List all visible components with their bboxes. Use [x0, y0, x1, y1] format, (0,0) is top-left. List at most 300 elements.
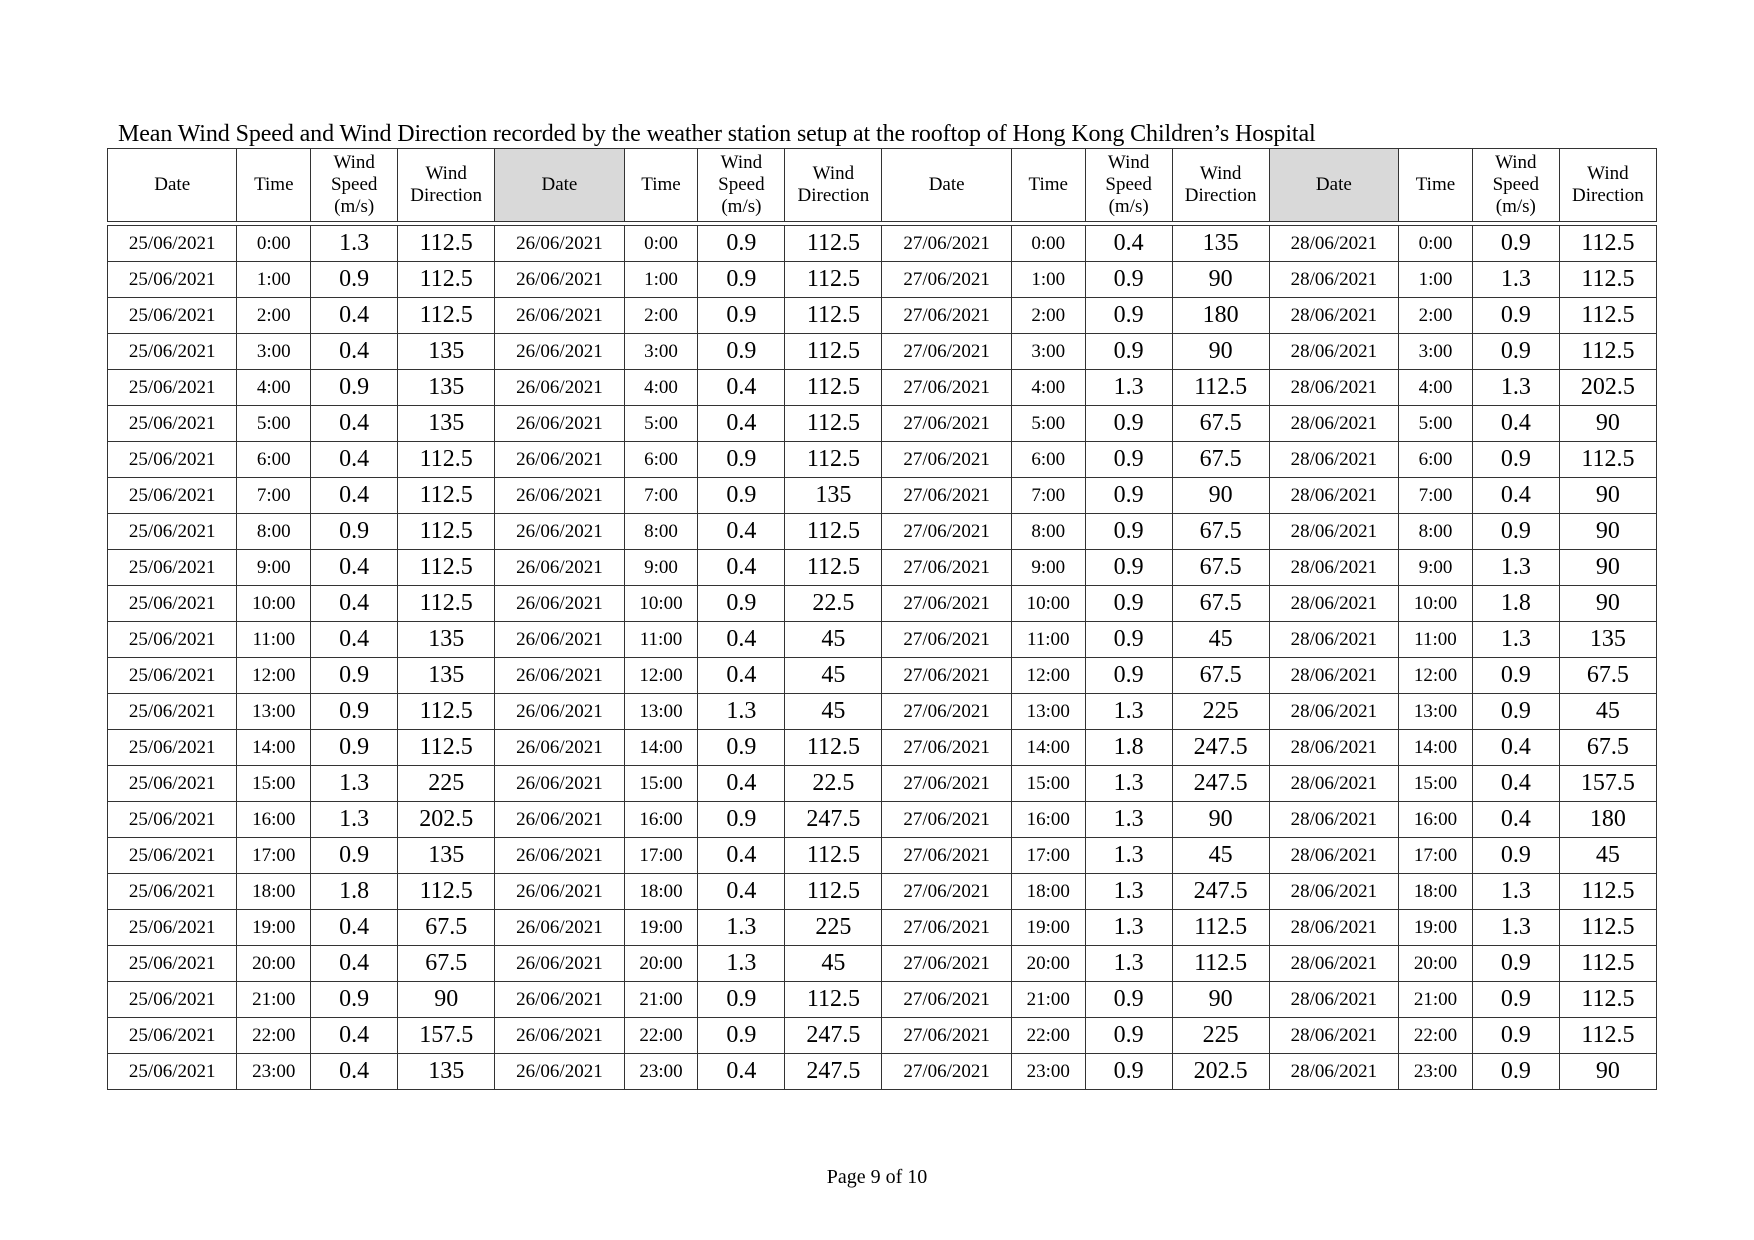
date-cell: 25/06/2021 — [108, 334, 237, 370]
table-body — [108, 222, 1657, 1090]
wind-direction-cell: 112.5 — [785, 550, 882, 586]
wind-direction-cell: 112.5 — [398, 514, 495, 550]
time-cell: 22:00 — [1399, 1018, 1473, 1054]
date-cell: 26/06/2021 — [495, 874, 624, 910]
wind-speed-cell: 0.9 — [311, 838, 398, 874]
header-time: Time — [1399, 149, 1473, 222]
time-cell: 2:00 — [1399, 298, 1473, 334]
wind-speed-cell: 0.9 — [698, 802, 785, 838]
time-cell: 5:00 — [624, 406, 698, 442]
wind-speed-cell: 1.8 — [311, 874, 398, 910]
date-cell: 26/06/2021 — [495, 406, 624, 442]
wind-direction-cell: 67.5 — [1172, 442, 1269, 478]
time-cell: 10:00 — [237, 586, 311, 622]
date-cell: 27/06/2021 — [882, 334, 1011, 370]
wind-direction-cell: 67.5 — [1559, 658, 1656, 694]
wind-speed-cell: 0.9 — [1472, 1018, 1559, 1054]
table-row — [108, 226, 1657, 262]
date-cell: 27/06/2021 — [882, 730, 1011, 766]
table-row — [108, 478, 1657, 514]
wind-speed-cell: 1.3 — [1472, 910, 1559, 946]
time-cell: 8:00 — [624, 514, 698, 550]
date-cell: 25/06/2021 — [108, 802, 237, 838]
wind-speed-cell: 0.4 — [1472, 802, 1559, 838]
header-wind-speed-line: Wind — [720, 152, 763, 173]
date-cell: 25/06/2021 — [108, 622, 237, 658]
header-wind-speed — [311, 149, 398, 222]
time-cell: 17:00 — [237, 838, 311, 874]
wind-speed-cell: 0.9 — [698, 982, 785, 1018]
wind-direction-cell: 112.5 — [398, 442, 495, 478]
table-row — [108, 550, 1657, 586]
wind-speed-cell: 0.9 — [1472, 946, 1559, 982]
wind-speed-cell: 0.9 — [698, 262, 785, 298]
header-time: Time — [1011, 149, 1085, 222]
date-cell: 27/06/2021 — [882, 622, 1011, 658]
header-wind-direction — [1559, 149, 1656, 222]
wind-speed-cell: 0.9 — [1085, 658, 1172, 694]
date-cell: 28/06/2021 — [1269, 694, 1398, 730]
header-wind-direction-line: Direction — [410, 185, 483, 206]
date-cell: 27/06/2021 — [882, 802, 1011, 838]
wind-speed-cell: 0.9 — [311, 658, 398, 694]
wind-direction-cell: 112.5 — [398, 298, 495, 334]
time-cell: 13:00 — [624, 694, 698, 730]
wind-direction-cell: 22.5 — [785, 586, 882, 622]
date-cell: 27/06/2021 — [882, 658, 1011, 694]
time-cell: 8:00 — [237, 514, 311, 550]
time-cell: 6:00 — [1011, 442, 1085, 478]
wind-speed-cell: 0.9 — [311, 514, 398, 550]
time-cell: 3:00 — [1011, 334, 1085, 370]
wind-direction-cell: 112.5 — [1172, 910, 1269, 946]
time-cell: 3:00 — [237, 334, 311, 370]
wind-speed-cell: 0.4 — [698, 874, 785, 910]
date-cell: 26/06/2021 — [495, 370, 624, 406]
wind-speed-cell: 0.9 — [311, 730, 398, 766]
wind-speed-cell: 1.3 — [1472, 550, 1559, 586]
wind-direction-cell: 67.5 — [1559, 730, 1656, 766]
time-cell: 18:00 — [1011, 874, 1085, 910]
wind-speed-cell: 0.9 — [311, 982, 398, 1018]
date-cell: 25/06/2021 — [108, 442, 237, 478]
date-cell: 25/06/2021 — [108, 370, 237, 406]
time-cell: 10:00 — [1011, 586, 1085, 622]
date-cell: 28/06/2021 — [1269, 478, 1398, 514]
wind-speed-cell: 1.3 — [1085, 910, 1172, 946]
header-time: Time — [237, 149, 311, 222]
wind-speed-cell: 0.4 — [1472, 730, 1559, 766]
time-cell: 20:00 — [1399, 946, 1473, 982]
time-cell: 18:00 — [624, 874, 698, 910]
time-cell: 15:00 — [237, 766, 311, 802]
header-wind-speed — [1085, 149, 1172, 222]
wind-speed-cell: 1.3 — [1472, 622, 1559, 658]
date-cell: 27/06/2021 — [882, 298, 1011, 334]
wind-direction-cell: 135 — [398, 334, 495, 370]
date-cell: 28/06/2021 — [1269, 370, 1398, 406]
wind-speed-cell: 1.3 — [1085, 838, 1172, 874]
wind-speed-cell: 0.4 — [311, 910, 398, 946]
header-wind-speed-line: Speed — [1105, 174, 1152, 195]
date-cell: 26/06/2021 — [495, 514, 624, 550]
wind-speed-cell: 0.9 — [1472, 442, 1559, 478]
date-cell: 28/06/2021 — [1269, 766, 1398, 802]
date-cell: 25/06/2021 — [108, 766, 237, 802]
wind-speed-cell: 0.4 — [1472, 406, 1559, 442]
wind-direction-cell: 90 — [1559, 1054, 1656, 1090]
time-cell: 4:00 — [237, 370, 311, 406]
wind-direction-cell: 135 — [1559, 622, 1656, 658]
wind-speed-cell: 1.3 — [698, 910, 785, 946]
table-row — [108, 298, 1657, 334]
wind-direction-cell: 112.5 — [785, 370, 882, 406]
date-cell: 27/06/2021 — [882, 406, 1011, 442]
header-wind-speed-line: Wind — [333, 152, 375, 173]
date-cell: 28/06/2021 — [1269, 226, 1398, 262]
date-cell: 28/06/2021 — [1269, 262, 1398, 298]
wind-direction-cell: 67.5 — [1172, 586, 1269, 622]
date-cell: 27/06/2021 — [882, 694, 1011, 730]
time-cell: 18:00 — [237, 874, 311, 910]
time-cell: 6:00 — [237, 442, 311, 478]
table-row — [108, 1018, 1657, 1054]
wind-direction-cell: 112.5 — [1559, 982, 1656, 1018]
wind-direction-cell: 112.5 — [785, 406, 882, 442]
wind-direction-cell: 247.5 — [1172, 730, 1269, 766]
time-cell: 23:00 — [1011, 1054, 1085, 1090]
wind-speed-cell: 1.3 — [1085, 694, 1172, 730]
time-cell: 14:00 — [1011, 730, 1085, 766]
wind-speed-cell: 0.9 — [698, 298, 785, 334]
date-cell: 26/06/2021 — [495, 442, 624, 478]
header-wind-speed-line: Wind — [1107, 152, 1150, 173]
wind-direction-cell: 112.5 — [1559, 298, 1656, 334]
time-cell: 9:00 — [1011, 550, 1085, 586]
time-cell: 13:00 — [1399, 694, 1473, 730]
wind-speed-cell: 1.3 — [1472, 262, 1559, 298]
wind-speed-cell: 0.4 — [311, 1018, 398, 1054]
wind-speed-cell: 0.9 — [698, 334, 785, 370]
table-row — [108, 910, 1657, 946]
date-cell: 25/06/2021 — [108, 910, 237, 946]
wind-direction-cell: 112.5 — [1559, 874, 1656, 910]
date-cell: 25/06/2021 — [108, 1054, 237, 1090]
wind-direction-cell: 135 — [398, 622, 495, 658]
wind-direction-cell: 90 — [1559, 406, 1656, 442]
wind-speed-cell: 0.9 — [1085, 1018, 1172, 1054]
header-time: Time — [624, 149, 698, 222]
time-cell: 23:00 — [624, 1054, 698, 1090]
date-cell: 28/06/2021 — [1269, 550, 1398, 586]
date-cell: 27/06/2021 — [882, 838, 1011, 874]
table-row — [108, 262, 1657, 298]
table-row — [108, 334, 1657, 370]
time-cell: 17:00 — [1011, 838, 1085, 874]
wind-speed-cell: 1.3 — [1472, 874, 1559, 910]
time-cell: 4:00 — [624, 370, 698, 406]
date-cell: 27/06/2021 — [882, 514, 1011, 550]
table-row — [108, 946, 1657, 982]
wind-direction-cell: 22.5 — [785, 766, 882, 802]
time-cell: 10:00 — [624, 586, 698, 622]
time-cell: 8:00 — [1399, 514, 1473, 550]
wind-direction-cell: 112.5 — [1559, 910, 1656, 946]
date-cell: 28/06/2021 — [1269, 586, 1398, 622]
wind-speed-cell: 1.3 — [311, 766, 398, 802]
time-cell: 1:00 — [1399, 262, 1473, 298]
time-cell: 14:00 — [1399, 730, 1473, 766]
time-cell: 6:00 — [1399, 442, 1473, 478]
date-cell: 25/06/2021 — [108, 406, 237, 442]
time-cell: 17:00 — [624, 838, 698, 874]
wind-direction-cell: 225 — [1172, 694, 1269, 730]
date-cell: 27/06/2021 — [882, 874, 1011, 910]
wind-direction-cell: 112.5 — [785, 514, 882, 550]
wind-direction-cell: 135 — [398, 1054, 495, 1090]
wind-direction-cell: 112.5 — [785, 838, 882, 874]
date-cell: 27/06/2021 — [882, 226, 1011, 262]
wind-speed-cell: 0.9 — [311, 370, 398, 406]
date-cell: 26/06/2021 — [495, 226, 624, 262]
header-wind-speed — [698, 149, 785, 222]
date-cell: 26/06/2021 — [495, 1018, 624, 1054]
wind-direction-cell: 247.5 — [1172, 874, 1269, 910]
wind-speed-cell: 0.9 — [1085, 622, 1172, 658]
wind-speed-cell: 0.9 — [1472, 658, 1559, 694]
time-cell: 5:00 — [237, 406, 311, 442]
time-cell: 15:00 — [1399, 766, 1473, 802]
table-row — [108, 874, 1657, 910]
wind-speed-cell: 0.9 — [1472, 1054, 1559, 1090]
time-cell: 18:00 — [1399, 874, 1473, 910]
time-cell: 16:00 — [624, 802, 698, 838]
time-cell: 12:00 — [1011, 658, 1085, 694]
wind-speed-cell: 1.3 — [698, 946, 785, 982]
time-cell: 19:00 — [1011, 910, 1085, 946]
date-cell: 26/06/2021 — [495, 838, 624, 874]
wind-speed-cell: 0.9 — [1085, 334, 1172, 370]
date-cell: 25/06/2021 — [108, 658, 237, 694]
date-cell: 27/06/2021 — [882, 262, 1011, 298]
wind-direction-cell: 135 — [398, 658, 495, 694]
wind-speed-cell: 1.3 — [698, 694, 785, 730]
header-wind-speed-line: Speed — [330, 174, 378, 195]
date-cell: 28/06/2021 — [1269, 982, 1398, 1018]
header-wind-speed — [1472, 149, 1559, 222]
date-cell: 27/06/2021 — [882, 766, 1011, 802]
time-cell: 22:00 — [237, 1018, 311, 1054]
time-cell: 3:00 — [1399, 334, 1473, 370]
wind-direction-cell: 90 — [1172, 334, 1269, 370]
wind-speed-cell: 0.4 — [698, 658, 785, 694]
time-cell: 11:00 — [237, 622, 311, 658]
time-cell: 16:00 — [1399, 802, 1473, 838]
wind-speed-cell: 0.4 — [311, 334, 398, 370]
time-cell: 1:00 — [1011, 262, 1085, 298]
date-cell: 28/06/2021 — [1269, 442, 1398, 478]
wind-speed-cell: 0.9 — [1085, 514, 1172, 550]
date-cell: 26/06/2021 — [495, 550, 624, 586]
time-cell: 21:00 — [1399, 982, 1473, 1018]
wind-speed-cell: 0.9 — [698, 1018, 785, 1054]
table-row — [108, 766, 1657, 802]
wind-speed-cell: 0.4 — [698, 406, 785, 442]
wind-speed-cell: 0.9 — [311, 262, 398, 298]
table-row — [108, 802, 1657, 838]
time-cell: 15:00 — [624, 766, 698, 802]
time-cell: 11:00 — [1011, 622, 1085, 658]
wind-speed-cell: 0.4 — [698, 766, 785, 802]
header-wind-speed-line: Speed — [718, 174, 765, 195]
time-cell: 1:00 — [624, 262, 698, 298]
wind-direction-cell: 112.5 — [1559, 226, 1656, 262]
time-cell: 12:00 — [237, 658, 311, 694]
wind-direction-cell: 45 — [785, 946, 882, 982]
wind-speed-cell: 0.4 — [311, 298, 398, 334]
date-cell: 27/06/2021 — [882, 946, 1011, 982]
wind-direction-cell: 112.5 — [1559, 1018, 1656, 1054]
wind-speed-cell: 1.8 — [1472, 586, 1559, 622]
wind-speed-cell: 0.4 — [1472, 478, 1559, 514]
wind-direction-cell: 90 — [398, 982, 495, 1018]
wind-speed-cell: 0.4 — [698, 838, 785, 874]
header-wind-direction-line: Wind — [812, 163, 855, 184]
header-wind-speed-line: Wind — [1495, 152, 1537, 173]
wind-direction-cell: 45 — [1172, 622, 1269, 658]
time-cell: 0:00 — [1011, 226, 1085, 262]
table-row — [108, 622, 1657, 658]
time-cell: 11:00 — [624, 622, 698, 658]
header-wind-direction-line: Direction — [1184, 185, 1257, 206]
wind-direction-cell: 112.5 — [785, 334, 882, 370]
time-cell: 12:00 — [624, 658, 698, 694]
time-cell: 16:00 — [1011, 802, 1085, 838]
table-row — [108, 658, 1657, 694]
time-cell: 2:00 — [237, 298, 311, 334]
wind-direction-cell: 112.5 — [785, 982, 882, 1018]
date-cell: 27/06/2021 — [882, 478, 1011, 514]
wind-speed-cell: 0.4 — [311, 622, 398, 658]
time-cell: 19:00 — [1399, 910, 1473, 946]
wind-speed-cell: 0.4 — [698, 550, 785, 586]
wind-direction-cell: 90 — [1559, 550, 1656, 586]
date-cell: 26/06/2021 — [495, 694, 624, 730]
wind-direction-cell: 67.5 — [1172, 514, 1269, 550]
wind-direction-cell: 67.5 — [1172, 406, 1269, 442]
wind-direction-cell: 112.5 — [785, 298, 882, 334]
wind-direction-cell: 180 — [1172, 298, 1269, 334]
date-cell: 28/06/2021 — [1269, 1054, 1398, 1090]
date-cell: 27/06/2021 — [882, 982, 1011, 1018]
wind-speed-cell: 1.3 — [1085, 766, 1172, 802]
date-cell: 27/06/2021 — [882, 370, 1011, 406]
time-cell: 2:00 — [1011, 298, 1085, 334]
time-cell: 7:00 — [1011, 478, 1085, 514]
wind-speed-cell: 0.9 — [1085, 442, 1172, 478]
wind-speed-cell: 0.4 — [698, 1054, 785, 1090]
wind-speed-cell: 0.9 — [1085, 550, 1172, 586]
wind-data-table — [107, 148, 1657, 1090]
header-wind-speed-line: (m/s) — [334, 196, 375, 217]
header-date: Date — [882, 149, 1011, 222]
time-cell: 7:00 — [237, 478, 311, 514]
wind-direction-cell: 202.5 — [1559, 370, 1656, 406]
time-cell: 4:00 — [1011, 370, 1085, 406]
date-cell: 28/06/2021 — [1269, 514, 1398, 550]
wind-direction-cell: 112.5 — [785, 730, 882, 766]
wind-speed-cell: 0.9 — [698, 226, 785, 262]
wind-direction-cell: 112.5 — [1172, 370, 1269, 406]
time-cell: 21:00 — [1011, 982, 1085, 1018]
date-cell: 28/06/2021 — [1269, 622, 1398, 658]
wind-speed-cell: 1.3 — [1085, 946, 1172, 982]
time-cell: 22:00 — [1011, 1018, 1085, 1054]
time-cell: 0:00 — [1399, 226, 1473, 262]
table-row — [108, 838, 1657, 874]
wind-direction-cell: 112.5 — [398, 730, 495, 766]
date-cell: 28/06/2021 — [1269, 406, 1398, 442]
wind-direction-cell: 45 — [1559, 694, 1656, 730]
date-cell: 28/06/2021 — [1269, 802, 1398, 838]
date-cell: 25/06/2021 — [108, 550, 237, 586]
time-cell: 20:00 — [624, 946, 698, 982]
time-cell: 19:00 — [237, 910, 311, 946]
table-row — [108, 694, 1657, 730]
header-wind-direction — [1172, 149, 1269, 222]
date-cell: 27/06/2021 — [882, 550, 1011, 586]
date-cell: 25/06/2021 — [108, 298, 237, 334]
wind-direction-cell: 45 — [785, 658, 882, 694]
time-cell: 21:00 — [237, 982, 311, 1018]
time-cell: 16:00 — [237, 802, 311, 838]
table-row — [108, 982, 1657, 1018]
wind-speed-cell: 0.4 — [698, 370, 785, 406]
table-row — [108, 514, 1657, 550]
wind-direction-cell: 112.5 — [398, 478, 495, 514]
time-cell: 1:00 — [237, 262, 311, 298]
wind-direction-cell: 247.5 — [785, 802, 882, 838]
wind-direction-cell: 135 — [398, 370, 495, 406]
table-row — [108, 730, 1657, 766]
wind-speed-cell: 0.9 — [1085, 406, 1172, 442]
time-cell: 17:00 — [1399, 838, 1473, 874]
wind-direction-cell: 112.5 — [785, 874, 882, 910]
wind-speed-cell: 1.3 — [1085, 370, 1172, 406]
wind-direction-cell: 90 — [1172, 982, 1269, 1018]
wind-speed-cell: 0.4 — [311, 442, 398, 478]
wind-direction-cell: 112.5 — [785, 226, 882, 262]
date-cell: 25/06/2021 — [108, 1018, 237, 1054]
wind-direction-cell: 112.5 — [1559, 946, 1656, 982]
time-cell: 6:00 — [624, 442, 698, 478]
date-cell: 26/06/2021 — [495, 262, 624, 298]
table-row — [108, 370, 1657, 406]
header-wind-direction-line: Direction — [1572, 185, 1644, 206]
wind-direction-cell: 247.5 — [1172, 766, 1269, 802]
wind-direction-cell: 202.5 — [398, 802, 495, 838]
wind-speed-cell: 1.3 — [1085, 874, 1172, 910]
date-cell: 26/06/2021 — [495, 586, 624, 622]
wind-direction-cell: 112.5 — [398, 694, 495, 730]
date-cell: 26/06/2021 — [495, 910, 624, 946]
date-cell: 27/06/2021 — [882, 910, 1011, 946]
header-date: Date — [1269, 149, 1398, 222]
time-cell: 9:00 — [237, 550, 311, 586]
date-cell: 25/06/2021 — [108, 226, 237, 262]
time-cell: 22:00 — [624, 1018, 698, 1054]
date-cell: 26/06/2021 — [495, 766, 624, 802]
